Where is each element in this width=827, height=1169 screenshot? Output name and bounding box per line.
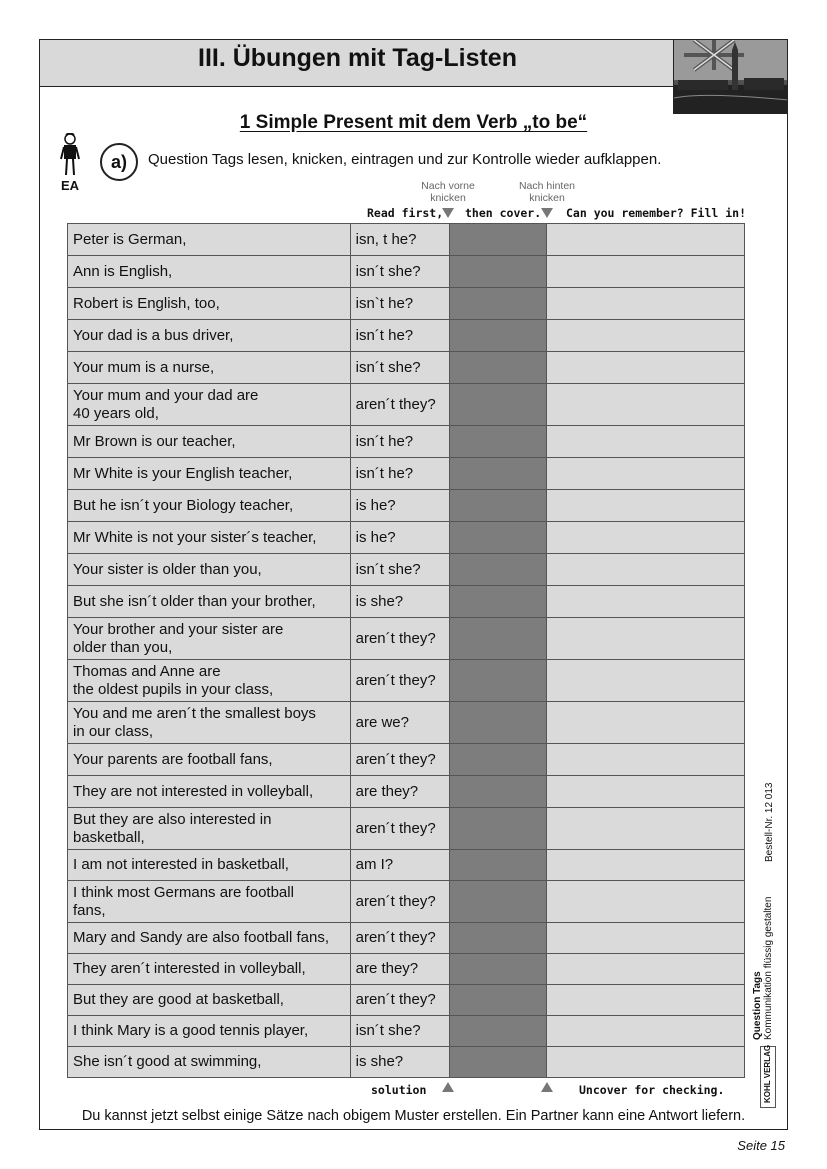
tag-cell: are they?	[350, 776, 449, 808]
statement-cell: Your brother and your sister are older than you,	[68, 618, 351, 660]
statement-cell: Your mum and your dad are 40 years old,	[68, 384, 351, 426]
statement-cell: I am not interested in basketball,	[68, 850, 351, 881]
table-row	[68, 352, 745, 384]
fill-in-cell[interactable]	[547, 490, 745, 522]
cover-cell	[449, 881, 547, 923]
bottom-note: Du kannst jetzt selbst einige Sätze nach obigem Muster erstellen. Ein Partner kann eine Antwort liefern.	[81, 1108, 746, 1124]
fill-in-cell[interactable]	[547, 1047, 745, 1078]
solution-label: solution	[371, 1083, 427, 1097]
unfold-front-arrow-icon	[442, 1082, 454, 1092]
cover-cell	[449, 224, 547, 256]
table-row	[68, 850, 745, 881]
statement-cell: But they are good at basketball,	[68, 985, 351, 1016]
statement-cell: But she isn´t older than your brother,	[68, 586, 351, 618]
table-row	[68, 702, 745, 744]
statement-cell: You and me aren´t the smallest boys in our class,	[68, 702, 351, 744]
tag-cell: aren´t they?	[350, 923, 449, 954]
cover-cell	[449, 808, 547, 850]
fold-front-note: Nach vorne knicken	[421, 180, 475, 204]
fill-in-cell[interactable]	[547, 522, 745, 554]
col-fill-header: Can you remember? Fill in!	[566, 206, 747, 220]
table-row	[68, 256, 745, 288]
cover-cell	[449, 1047, 547, 1078]
table-row	[68, 288, 745, 320]
statement-cell: They aren´t interested in volleyball,	[68, 954, 351, 985]
cover-cell	[449, 256, 547, 288]
tag-cell: isn´t she?	[350, 352, 449, 384]
tag-cell: aren´t they?	[350, 985, 449, 1016]
statement-cell: Your dad is a bus driver,	[68, 320, 351, 352]
fill-in-cell[interactable]	[547, 256, 745, 288]
statement-cell: But he isn´t your Biology teacher,	[68, 490, 351, 522]
table-row	[68, 224, 745, 256]
cover-cell	[449, 776, 547, 808]
tag-cell: isn´t he?	[350, 320, 449, 352]
statement-cell: Your mum is a nurse,	[68, 352, 351, 384]
publisher-logo: KOHL VERLAG	[760, 1046, 776, 1108]
tag-cell: are they?	[350, 954, 449, 985]
cover-cell	[449, 426, 547, 458]
cover-cell	[449, 744, 547, 776]
col-cover-header: then cover.	[465, 206, 542, 220]
table-row	[68, 985, 745, 1016]
statement-cell: Mary and Sandy are also football fans,	[68, 923, 351, 954]
person-icon	[58, 133, 82, 177]
tag-cell: aren´t they?	[350, 808, 449, 850]
table-row	[68, 1047, 745, 1078]
fill-in-cell[interactable]	[547, 554, 745, 586]
cover-cell	[449, 702, 547, 744]
page-title: III. Übungen mit Tag-Listen	[198, 44, 517, 72]
statement-cell: But they are also interested in basketball,	[68, 808, 351, 850]
tag-cell: aren´t they?	[350, 384, 449, 426]
cover-cell	[449, 320, 547, 352]
tag-cell: is she?	[350, 1047, 449, 1078]
tag-cell: is he?	[350, 490, 449, 522]
cover-cell	[449, 288, 547, 320]
series-title: Question Tags	[752, 971, 763, 1040]
fold-back-arrow-icon	[541, 208, 553, 218]
fill-in-cell[interactable]	[547, 288, 745, 320]
fill-in-cell[interactable]	[547, 224, 745, 256]
cover-cell	[449, 985, 547, 1016]
fill-in-cell[interactable]	[547, 985, 745, 1016]
task-marker: a)	[100, 143, 138, 181]
cover-cell	[449, 954, 547, 985]
fill-in-cell[interactable]	[547, 881, 745, 923]
table-row	[68, 522, 745, 554]
tag-cell: are we?	[350, 702, 449, 744]
tag-cell: isn`t he?	[350, 288, 449, 320]
fill-in-cell[interactable]	[547, 923, 745, 954]
cover-cell	[449, 384, 547, 426]
fill-in-cell[interactable]	[547, 776, 745, 808]
table-row	[68, 744, 745, 776]
fill-in-cell[interactable]	[547, 384, 745, 426]
worker-label: EA	[60, 178, 80, 193]
statement-cell: Thomas and Anne are the oldest pupils in your class,	[68, 660, 351, 702]
tag-cell: aren´t they?	[350, 881, 449, 923]
cover-cell	[449, 850, 547, 881]
fill-in-cell[interactable]	[547, 808, 745, 850]
series-subtitle: Kommunikation flüssig gestalten	[763, 896, 774, 1040]
statement-cell: Robert is English, too,	[68, 288, 351, 320]
fill-in-cell[interactable]	[547, 744, 745, 776]
table-row	[68, 776, 745, 808]
statement-cell: Mr Brown is our teacher,	[68, 426, 351, 458]
tag-cell: isn´t she?	[350, 256, 449, 288]
fill-in-cell[interactable]	[547, 352, 745, 384]
tag-cell: aren´t they?	[350, 744, 449, 776]
statement-cell: Your sister is older than you,	[68, 554, 351, 586]
cover-cell	[449, 458, 547, 490]
tag-cell: is she?	[350, 586, 449, 618]
table-row	[68, 426, 745, 458]
tag-cell: isn´t he?	[350, 458, 449, 490]
uncover-label: Uncover for checking.	[579, 1083, 725, 1097]
statement-cell: Mr White is your English teacher,	[68, 458, 351, 490]
fill-in-cell[interactable]	[547, 586, 745, 618]
fill-in-cell[interactable]	[547, 660, 745, 702]
tag-cell: aren´t they?	[350, 618, 449, 660]
tag-cell: isn´t she?	[350, 1016, 449, 1047]
fold-front-arrow-icon	[442, 208, 454, 218]
table-row	[68, 384, 745, 426]
table-row	[68, 320, 745, 352]
table-row	[68, 458, 745, 490]
table-row	[68, 586, 745, 618]
cover-cell	[449, 660, 547, 702]
tag-cell: is he?	[350, 522, 449, 554]
cover-cell	[449, 586, 547, 618]
london-photo	[673, 40, 787, 114]
statement-cell: They are not interested in volleyball,	[68, 776, 351, 808]
fill-in-cell[interactable]	[547, 954, 745, 985]
statement-cell: I think Mary is a good tennis player,	[68, 1016, 351, 1047]
col-read-header: Read first,	[367, 206, 444, 220]
table-row	[68, 618, 745, 660]
statement-cell: Mr White is not your sister´s teacher,	[68, 522, 351, 554]
exercise-subtitle: 1 Simple Present mit dem Verb „to be“	[239, 112, 588, 133]
table-row	[68, 881, 745, 923]
statement-cell: Your parents are football fans,	[68, 744, 351, 776]
statement-cell: Ann is English,	[68, 256, 351, 288]
table-row	[68, 923, 745, 954]
table-row	[68, 1016, 745, 1047]
cover-cell	[449, 923, 547, 954]
cover-cell	[449, 618, 547, 660]
unfold-back-arrow-icon	[541, 1082, 553, 1092]
tag-cell: isn´t she?	[350, 554, 449, 586]
cover-cell	[449, 352, 547, 384]
tag-cell: am I?	[350, 850, 449, 881]
fill-in-cell[interactable]	[547, 458, 745, 490]
order-number: Bestell-Nr. 12 013	[764, 782, 775, 862]
cover-cell	[449, 554, 547, 586]
fill-in-cell[interactable]	[547, 426, 745, 458]
instruction-text: Question Tags lesen, knicken, eintragen und zur Kontrolle wieder aufklappen.	[148, 151, 662, 168]
tag-cell: isn, t he?	[350, 224, 449, 256]
fill-in-cell[interactable]	[547, 618, 745, 660]
statement-cell: Peter is German,	[68, 224, 351, 256]
tag-table	[67, 223, 745, 1078]
cover-cell	[449, 522, 547, 554]
fill-in-cell[interactable]	[547, 702, 745, 744]
table-row	[68, 954, 745, 985]
series-info	[752, 897, 774, 1040]
table-row	[68, 490, 745, 522]
fill-in-cell[interactable]	[547, 320, 745, 352]
table-row	[68, 808, 745, 850]
fill-in-cell[interactable]	[547, 850, 745, 881]
fold-back-note: Nach hinten knicken	[518, 180, 576, 204]
statement-cell: I think most Germans are football fans,	[68, 881, 351, 923]
table-row	[68, 660, 745, 702]
tag-cell: aren´t they?	[350, 660, 449, 702]
fill-in-cell[interactable]	[547, 1016, 745, 1047]
statement-cell: She isn´t good at swimming,	[68, 1047, 351, 1078]
table-row	[68, 554, 745, 586]
cover-cell	[449, 1016, 547, 1047]
tag-cell: isn´t he?	[350, 426, 449, 458]
cover-cell	[449, 490, 547, 522]
page-number: Seite 15	[737, 1138, 785, 1153]
